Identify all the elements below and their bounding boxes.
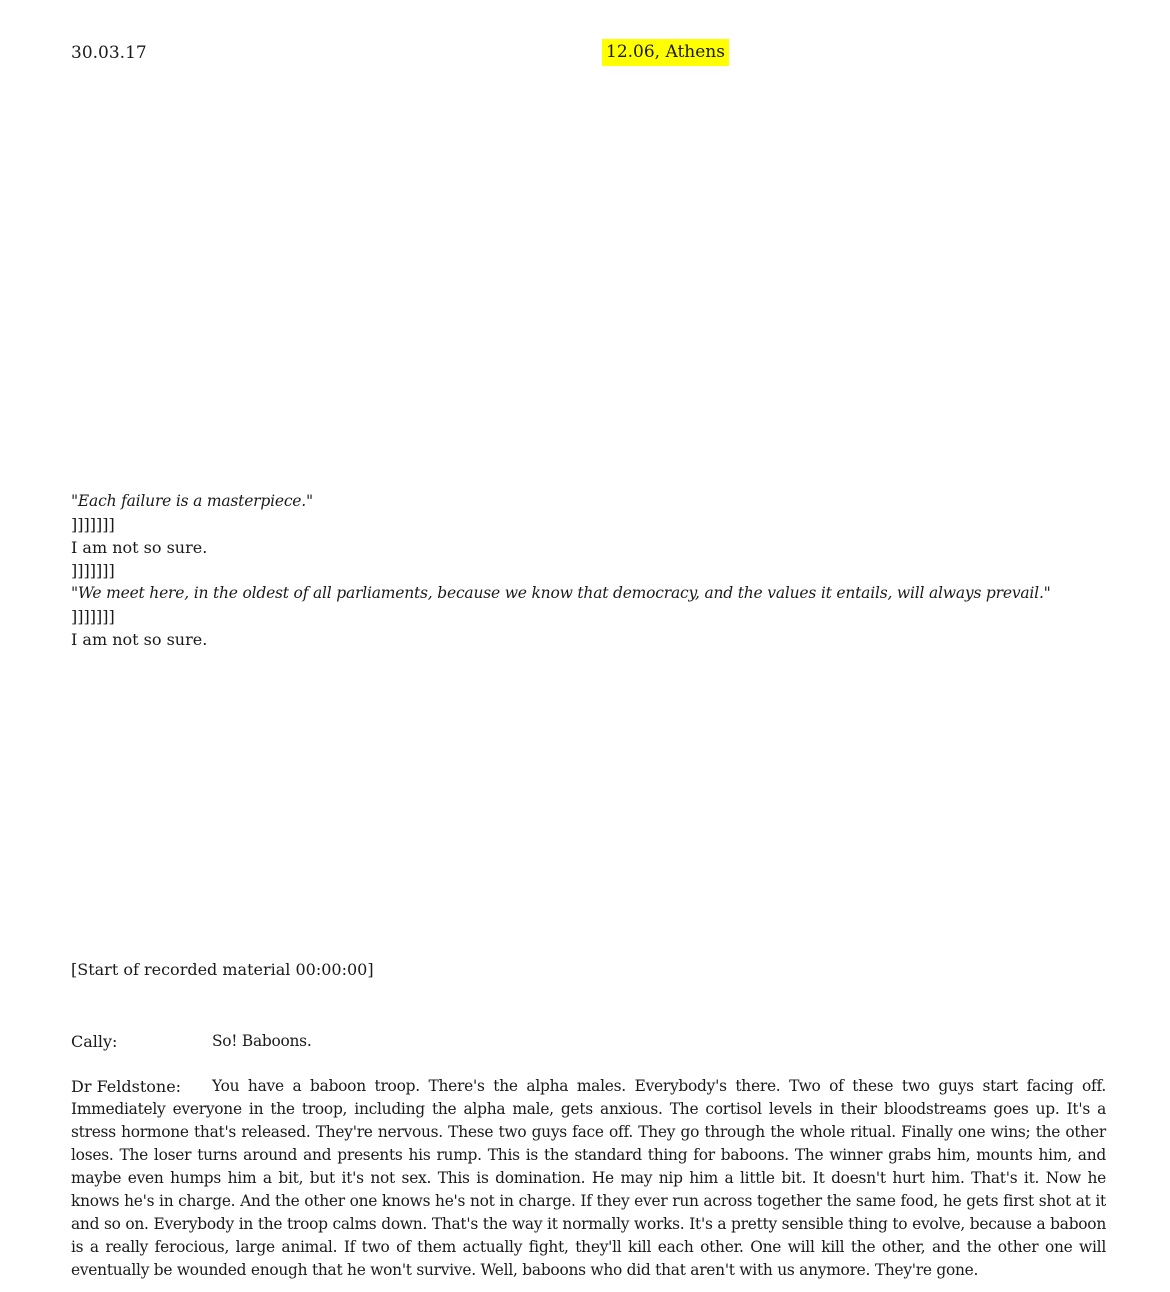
speech-text: So! Baboons. — [212, 1032, 312, 1050]
transcript-entry — [71, 1075, 1106, 1282]
speaker-name: Dr Feldstone: — [71, 1077, 182, 1096]
time-place-highlight: 12.06, Athens — [602, 39, 729, 66]
recording-start-marker: [Start of recorded material 00:00:00] — [71, 960, 374, 979]
reply-not-sure: I am not so sure. — [71, 538, 208, 557]
speech-text: You have a baboon troop. There's the alpha males. Everybody's there. Two of these two guys start facing off. Immediately everyone in the troop, including the alpha male, gets anxious. The cortisol levels in their bloodstreams goes up. It's a stress hormone that's released. They're nervous. These two guys face off. They go through the whole ritual. Finally one wins; the other loses. The loser turns around and presents his rump. This is the standard thing for baboons. The winner grabs him, mounts him, and maybe even humps him a bit, but it's not sex. This is domination. He may nip him a little bit. It doesn't hurt him. That's it. Now he knows he's in charge. And the other one knows he's not in charge. If they ever run across together the same food, he gets first shot at it and so on. Everybody in the troop calms down. That's the way it normally works. It's a pretty sensible thing to evolve, because a baboon is a really ferocious, large animal. If two of them actually fight, they'll kill each other. One will kill the other, and the other one will eventually be wounded enough that he won't survive. Well, baboons who did that aren't with us anymore. They're gone. — [71, 1077, 1106, 1279]
separator: ]]]]]]] — [71, 607, 115, 626]
separator: ]]]]]]] — [71, 515, 115, 534]
document-date: 30.03.17 — [71, 43, 147, 63]
reply-not-sure: I am not so sure. — [71, 630, 208, 649]
quotes-block — [71, 490, 1111, 651]
transcript-entry — [71, 1030, 1106, 1053]
separator: ]]]]]]] — [71, 561, 115, 580]
speaker-name: Cally: — [71, 1032, 118, 1051]
quote-democracy: "We meet here, in the oldest of all parliaments, because we know that democracy, and the values it entails, will always prevail." — [71, 584, 1051, 602]
quote-masterpiece: "Each failure is a masterpiece." — [71, 492, 313, 510]
